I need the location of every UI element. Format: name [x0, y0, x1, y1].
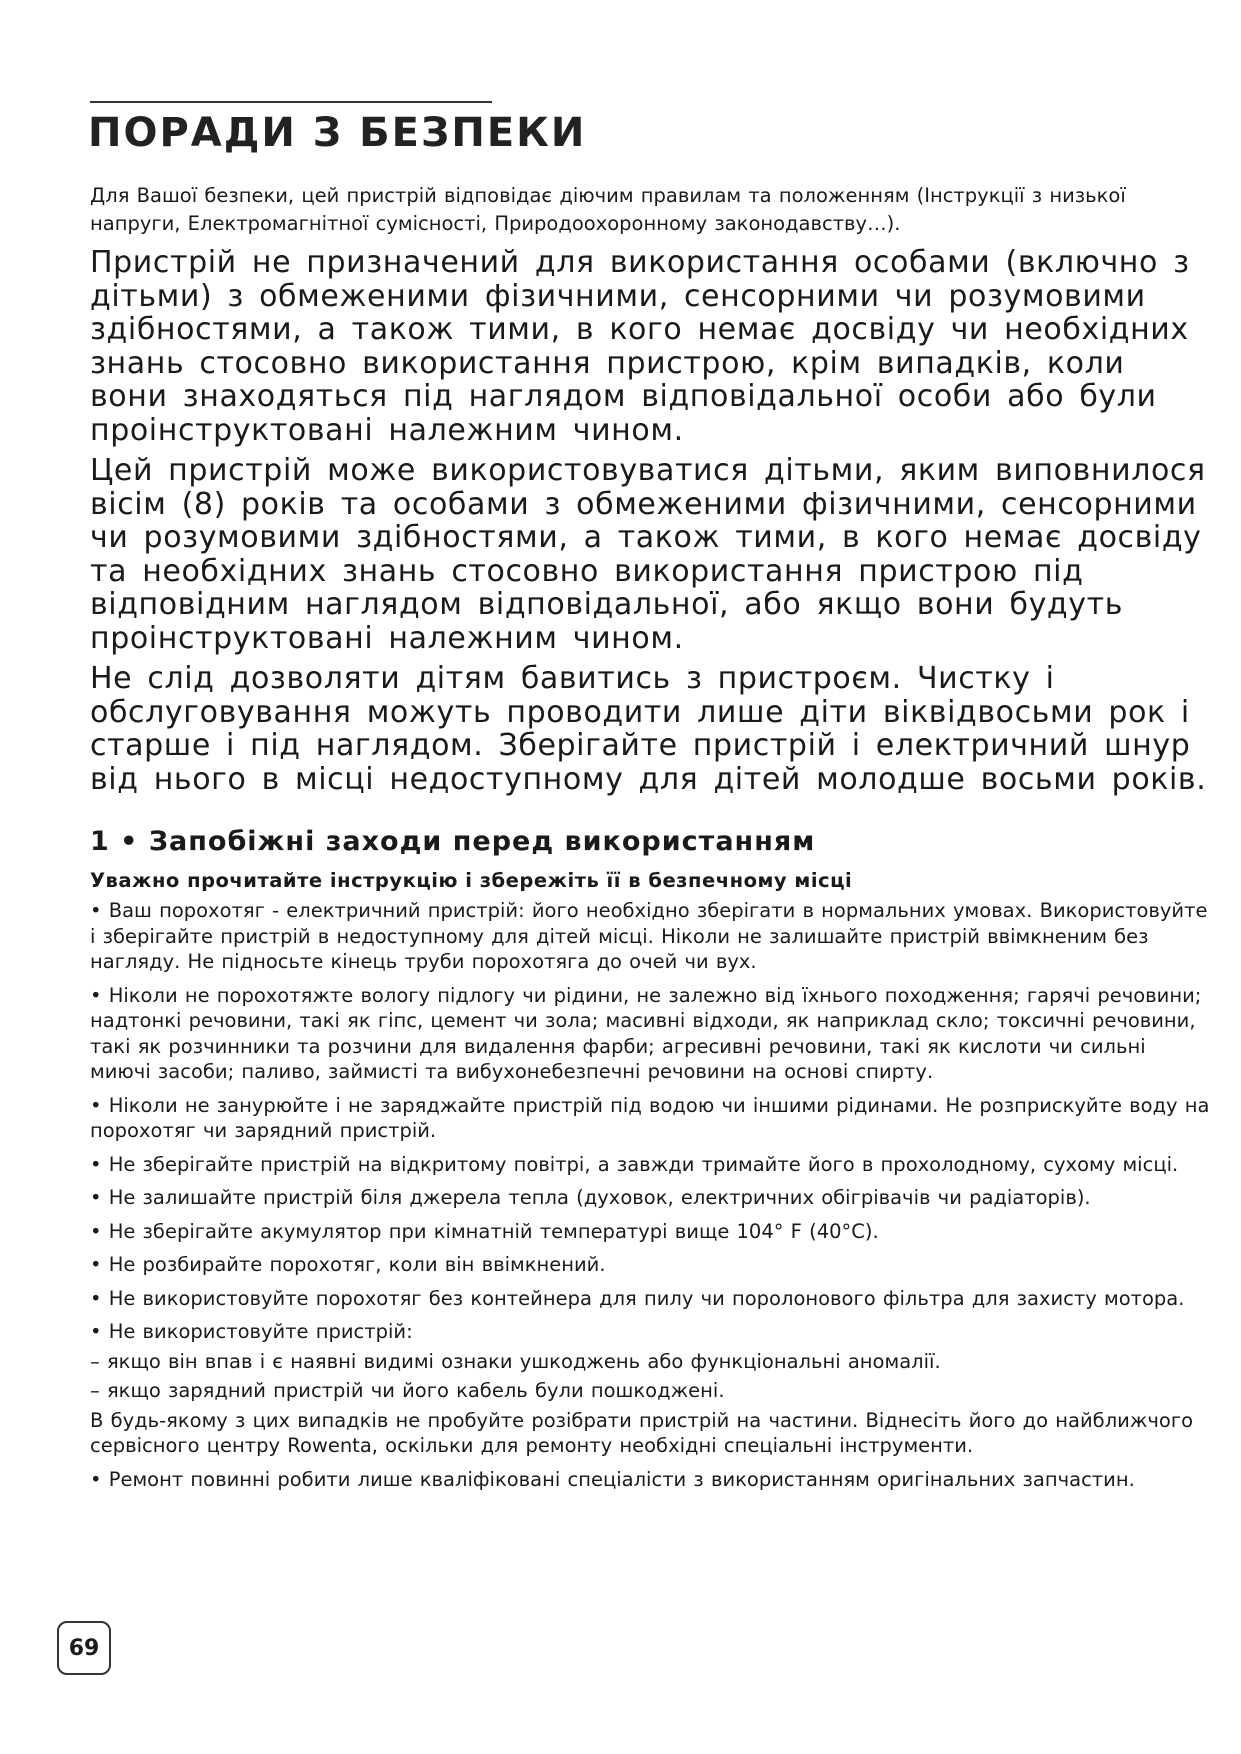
page-title: ПОРАДИ З БЕЗПЕКИ — [88, 110, 587, 156]
section-subheading: Уважно прочитайте інструкцію і збережіть її в безпечному місці — [90, 869, 853, 892]
intro-paragraph: Для Вашої безпеки, цей пристрій відповідає діючим правилам та положенням (Інструкції з низької напруги, Електромагнітної сумісності, Природоохоронному законодавству…). — [90, 184, 1126, 235]
list-item: • Ніколи не занурюйте і не заряджайте пристрій під водою чи іншими рідинами. Не розприскуйте воду на порохотяг чи зарядний пристрій. — [90, 1093, 1210, 1142]
list-item: • Не залишайте пристрій біля джерела тепла (духовок, електричних обігрівачів чи радіаторів). — [90, 1186, 1091, 1209]
list-item: – якщо він впав і є наявні видимі ознаки ушкоджень або функціональні аномалії. — [90, 1349, 941, 1373]
list-item: • Не розбирайте порохотяг, коли він ввімкнений. — [90, 1253, 606, 1276]
document-body — [90, 182, 1210, 1500]
title-rule — [90, 101, 492, 103]
page-number: 69 — [57, 1621, 111, 1675]
list-item: • Не використовуйте порохотяг без контейнера для пилу чи поролонового фільтра для захисту мотора. — [90, 1286, 1185, 1310]
list-item: – якщо зарядний пристрій чи його кабель були пошкоджені. — [90, 1379, 725, 1402]
list-item: • Ніколи не порохотяжте вологу підлогу чи рідини, не залежно від їхнього походження; гарячі речовини; надтонкі речовини, такі як гіпс, цемент чи зола; масивні відходи, як наприклад скло; токсичні речовини, такі як розчинники та розчини для видалення фарби; агресивні речовини, такі як кислоти чи сильні миючі засоби; паливо, займисті та вибухонебезпечні речовини на основі спирту. — [90, 983, 1202, 1083]
list-item: • Не використовуйте пристрій: — [90, 1320, 413, 1343]
list-item: • Ремонт повинні робити лише кваліфіковані спеціалісти з використанням оригінальних запчастин. — [90, 1467, 1135, 1491]
warning-paragraph: Не слід дозволяти дітям бавитись з пристроєм. Чистку і обслуговування можуть проводити лише діти віквідвосьми рок і старше і під наглядом. Зберігайте пристрій і електричний шнур від нього в місці недоступному для дітей молодше восьми років. — [90, 661, 1207, 797]
list-item: В будь-якому з цих випадків не пробуйте розібрати пристрій на частини. Віднесіть його до найближчого сервісного центру Rowenta, оскільки для ремонту необхідні спеціальні інструменти. — [90, 1408, 1194, 1457]
warning-paragraph: Цей пристрій може використовуватися дітьми, яким виповнилося вісім (8) років та особами з обмеженими фізичними, сенсорними чи розумовими здібностями, а також тими, в кого немає досвіду та необхідних знань стосовно використання пристрою під відповідним наглядом відповідальної, або якщо вони будуть проінструктовані належним чином. — [90, 453, 1206, 656]
section-heading: 1 • Запобіжні заходи перед використанням — [90, 826, 816, 857]
list-item: • Не зберігайте пристрій на відкритому повітрі, а завжди тримайте його в прохолодному, сухому місці. — [90, 1152, 1179, 1176]
list-item: • Не зберігайте акумулятор при кімнатній температурі вище 104° F (40°C). — [90, 1219, 879, 1243]
warning-paragraph: Пристрій не призначений для використання особами (включно з дітьми) з обмеженими фізичними, сенсорними чи розумовими здібностями, а також тими, в кого немає досвіду чи необхідних знань стосовно використання пристрою, крім випадків, коли вони знаходяться під наглядом відповідальної особи або були проінструктовані належним чином. — [90, 245, 1190, 448]
list-item: • Ваш порохотяг - електричний пристрій: його необхідно зберігати в нормальних умовах. Використовуйте і зберігайте пристрій в недоступному для дітей місці. Ніколи не залишайте пристрій ввімкненим без нагляду. Не підносьте кінець труби порохотяга до очей чи вух. — [90, 899, 1208, 973]
